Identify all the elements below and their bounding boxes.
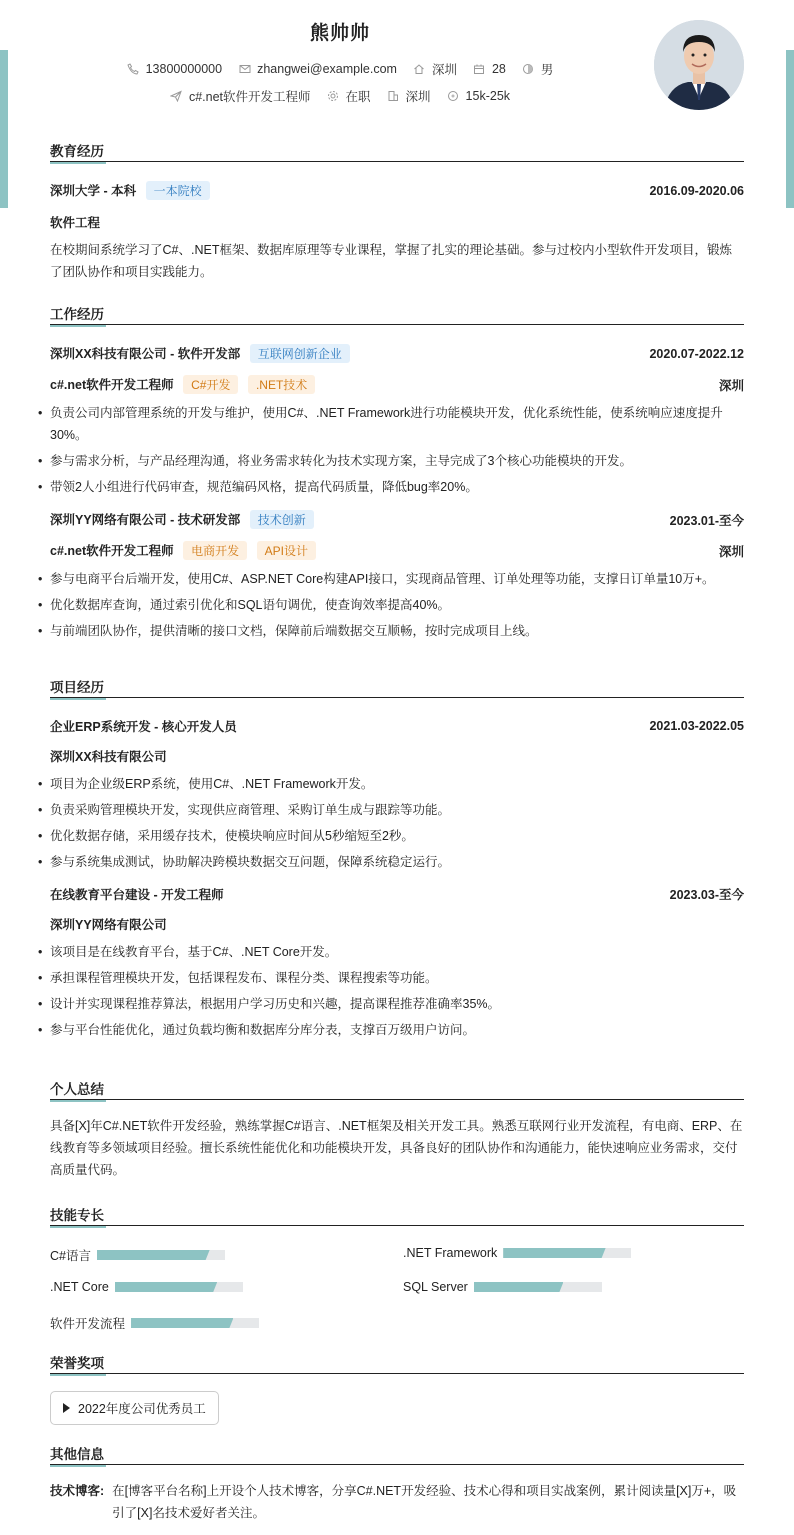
list-item: • 优化数据存储，采用缓存技术，使模块响应时间从5秒缩短至2秒。 — [50, 825, 744, 847]
skill-bar — [474, 1282, 602, 1292]
job-role-row — [50, 541, 744, 560]
gear-icon — [327, 90, 340, 103]
job-company: 深圳YY网络有限公司 - 技术研发部 — [50, 513, 241, 527]
project-bullets — [50, 941, 744, 1041]
gender-icon — [522, 63, 535, 76]
other-text: 在[博客平台名称]上开设个人技术博客，分享C#.NET开发经验、技术心得和项目实战案例，累计阅读量[X]万+，吸引了[X]名技术爱好者关注。 — [112, 1484, 737, 1520]
status-item — [327, 87, 371, 105]
school-name: 深圳大学 - 本科 — [50, 184, 137, 198]
job-intent-row — [0, 87, 680, 105]
avatar — [654, 20, 744, 110]
skill-name: .NET Core — [50, 1280, 109, 1294]
summary-title: 个人总结 — [50, 1078, 744, 1100]
gender-text: 男 — [540, 63, 554, 77]
education-period: 2016.09-2020.06 — [649, 183, 744, 198]
list-item: • 该项目是在线教育平台，基于C#、.NET Core开发。 — [50, 941, 744, 963]
salary-text: 15k-25k — [465, 89, 511, 103]
other-label: 技术博客: — [50, 1484, 105, 1498]
job-role: c#.net软件开发工程师 — [50, 544, 174, 558]
play-icon — [63, 1403, 70, 1413]
skill-bar — [97, 1250, 225, 1260]
skill-item — [403, 1280, 602, 1294]
project-name: 在线教育平台建设 - 开发工程师 — [50, 888, 224, 902]
major-row — [50, 213, 744, 231]
award-text: 2022年度公司优秀员工 — [78, 1402, 206, 1416]
skill-bar — [131, 1318, 259, 1328]
status-text: 在职 — [345, 90, 371, 104]
job-period: 2023.01-至今 — [669, 513, 744, 528]
summary-text: 具备[X]年C#.NET软件开发经验，熟练掌握C#语言、.NET框架及相关开发工具。熟悉互联网行业开发流程，有电商、ERP、在线教育等多领域项目经验。擅长系统性能优化和功能模块开发，具备良好的团队协作和沟通能力，能快速响应业务需求，交付高质量代码。 — [50, 1119, 743, 1177]
salary-item — [447, 89, 510, 103]
skill-bar-fill — [115, 1282, 217, 1292]
education-header-row — [50, 181, 744, 200]
skill-bar-fill — [474, 1282, 564, 1292]
job-entry — [50, 344, 744, 498]
contact-row — [0, 60, 680, 78]
send-icon — [170, 90, 183, 103]
skill-name: C#语言 — [50, 1249, 91, 1263]
list-item: • 负责公司内部管理系统的开发与维护，使用C#、.NET Framework进行功能模块开发，优化系统性能，使系统响应速度提升30%。 — [50, 402, 744, 446]
company-tag: 技术创新 — [250, 510, 314, 529]
location-item — [413, 60, 457, 78]
work-title: 工作经历 — [50, 303, 744, 325]
location-text: 深圳 — [431, 63, 457, 77]
gender-item — [522, 60, 554, 78]
candidate-name: 熊帅帅 — [309, 23, 370, 44]
job-city: 深圳 — [718, 378, 744, 393]
project-entry — [50, 717, 744, 873]
work-city-text: 深圳 — [405, 90, 431, 104]
skills-title: 技能专长 — [50, 1204, 744, 1226]
skill-bar — [503, 1248, 631, 1258]
skill-tag: .NET技术 — [248, 375, 315, 394]
work-city-item — [387, 87, 431, 105]
list-item: • 与前端团队协作，提供清晰的接口文档，保障前后端数据交互顺畅，按时完成项目上线。 — [50, 620, 744, 642]
project-bullets — [50, 773, 744, 873]
list-item: • 设计并实现课程推荐算法，根据用户学习历史和兴趣，提高课程推荐准确率35%。 — [50, 993, 744, 1015]
email-item — [238, 62, 397, 76]
other-row — [50, 1480, 744, 1524]
skill-item — [403, 1246, 631, 1260]
other-title: 其他信息 — [50, 1443, 744, 1465]
education-description: 在校期间系统学习了C#、.NET框架、数据库原理等专业课程，掌握了扎实的理论基础。参与过校内小型软件开发项目，锻炼了团队协作和项目实践能力。 — [50, 243, 732, 279]
list-item: • 参与系统集成测试，协助解决跨模块数据交互问题，保障系统稳定运行。 — [50, 851, 744, 873]
coin-icon — [447, 90, 460, 103]
project-company-row — [50, 747, 744, 765]
job-bullets — [50, 402, 744, 498]
project-header-row — [50, 717, 744, 735]
skill-name: 软件开发流程 — [50, 1317, 126, 1331]
honors-title: 荣誉奖项 — [50, 1352, 744, 1374]
project-company-row — [50, 915, 744, 933]
project-period: 2021.03-2022.05 — [649, 719, 744, 733]
project-header-row — [50, 885, 744, 903]
skill-tag: C#开发 — [183, 375, 238, 394]
email-text: zhangwei@example.com — [257, 62, 397, 76]
projects-section — [50, 676, 744, 1045]
phone-icon — [127, 63, 140, 76]
job-city: 深圳 — [718, 544, 744, 559]
skills-section — [50, 1204, 744, 1336]
skill-name: SQL Server — [403, 1280, 468, 1294]
list-item: • 参与需求分析，与产品经理沟通，将业务需求转化为技术实现方案，主导完成了3个核心功能模块的开发。 — [50, 450, 744, 472]
project-name: 企业ERP系统开发 - 核心开发人员 — [50, 720, 237, 734]
list-item: • 负责采购管理模块开发，实现供应商管理、采购订单生成与跟踪等功能。 — [50, 799, 744, 821]
skill-name: .NET Framework — [403, 1246, 498, 1260]
job-entry — [50, 510, 744, 642]
company-tag: 互联网创新企业 — [250, 344, 350, 363]
job-period: 2020.07-2022.12 — [649, 346, 744, 361]
project-entry — [50, 885, 744, 1041]
skill-item — [50, 1246, 225, 1264]
list-item: • 承担课程管理模块开发，包括课程发布、课程分类、课程搜索等功能。 — [50, 967, 744, 989]
job-role-row — [50, 375, 744, 394]
job-bullets — [50, 568, 744, 642]
mail-icon — [238, 63, 251, 76]
building-icon — [387, 90, 400, 103]
calendar-icon — [473, 63, 486, 76]
phone-item — [127, 62, 222, 76]
list-item: • 项目为企业级ERP系统，使用C#、.NET Framework开发。 — [50, 773, 744, 795]
skill-item — [50, 1280, 243, 1294]
school-tag: 一本院校 — [146, 181, 210, 200]
skill-bar — [115, 1282, 243, 1292]
summary-section — [50, 1078, 744, 1181]
job-header-row — [50, 344, 744, 363]
phone-text: 13800000000 — [145, 62, 223, 76]
work-section — [50, 303, 744, 646]
list-item: • 参与平台性能优化，通过负载均衡和数据库分库分表，支撑百万级用户访问。 — [50, 1019, 744, 1041]
resume-header — [0, 0, 794, 120]
skill-bar-fill — [97, 1250, 210, 1260]
education-title: 教育经历 — [50, 140, 744, 162]
job-header-row — [50, 510, 744, 529]
projects-title: 项目经历 — [50, 676, 744, 698]
skill-item — [50, 1314, 259, 1332]
project-company: 深圳XX科技有限公司 — [50, 750, 167, 764]
job-company: 深圳XX科技有限公司 - 软件开发部 — [50, 347, 241, 361]
position-item — [170, 87, 311, 105]
project-company: 深圳YY网络有限公司 — [50, 918, 167, 932]
education-section — [50, 140, 744, 283]
skill-bar-fill — [131, 1318, 233, 1328]
home-icon — [413, 63, 426, 76]
other-section — [50, 1443, 744, 1524]
position-text: c#.net软件开发工程师 — [188, 90, 311, 104]
list-item: • 带领2人小组进行代码审查，规范编码风格，提高代码质量，降低bug率20%。 — [50, 476, 744, 498]
age-text: 28 — [491, 62, 506, 76]
skill-tag: API设计 — [257, 541, 316, 560]
age-item — [473, 62, 506, 76]
skill-tag: 电商开发 — [183, 541, 247, 560]
major-name: 软件工程 — [50, 216, 101, 230]
award-item[interactable] — [50, 1391, 219, 1425]
project-period: 2023.03-至今 — [669, 888, 744, 902]
list-item: • 优化数据库查询，通过索引优化和SQL语句调优，使查询效率提高40%。 — [50, 594, 744, 616]
list-item: • 参与电商平台后端开发，使用C#、ASP.NET Core构建API接口，实现商品管理、订单处理等功能，支撑日订单量10万+。 — [50, 568, 744, 590]
honors-section — [50, 1352, 744, 1425]
job-role: c#.net软件开发工程师 — [50, 378, 174, 392]
skill-bar-fill — [503, 1248, 605, 1258]
